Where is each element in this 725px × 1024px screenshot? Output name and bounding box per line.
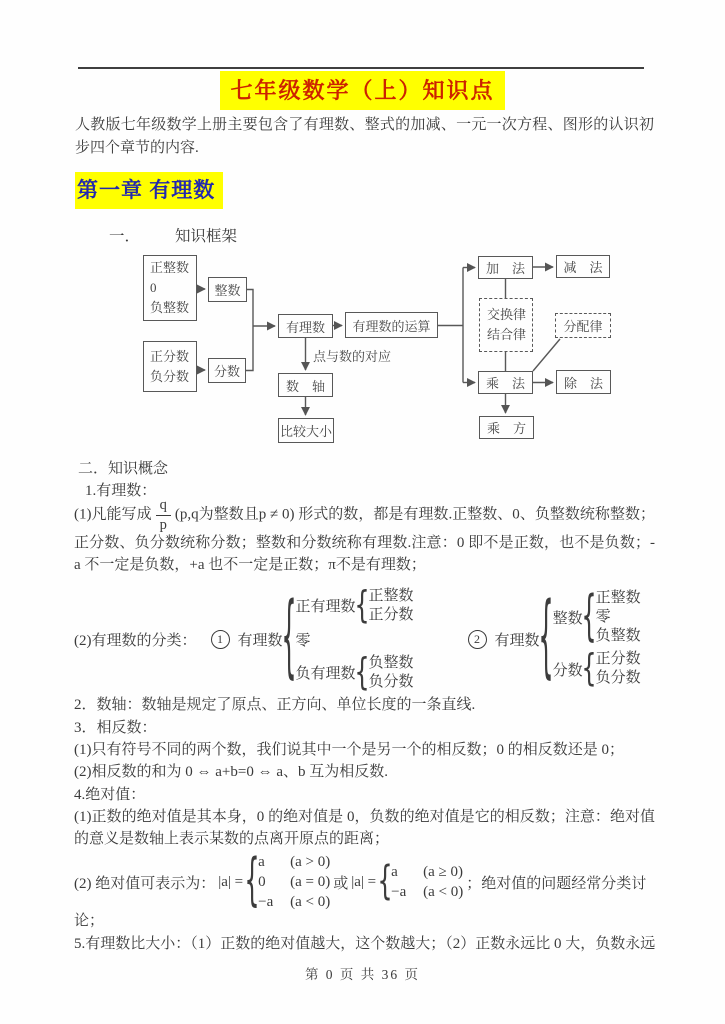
- value: a: [258, 854, 265, 870]
- node-fractions: 分数: [208, 358, 246, 383]
- node-line: 正整数: [150, 260, 190, 275]
- node-line: 0: [150, 280, 157, 295]
- node-addition: 加 法: [478, 256, 533, 279]
- section-two-heading: 二．知识概念: [78, 461, 169, 477]
- item: 负分数: [595, 670, 641, 686]
- item3-title: 3．相反数：: [74, 720, 157, 736]
- item: 正整数: [595, 590, 641, 606]
- cls1-group-zero: [296, 629, 414, 650]
- abs-row: [258, 872, 330, 892]
- group-label: 分数: [552, 662, 583, 679]
- abs-row: [258, 852, 330, 872]
- cls2-root: 有理数: [494, 632, 540, 649]
- group-label: 正有理数: [295, 599, 356, 615]
- classification-2: [462, 589, 641, 689]
- classification-block: [74, 588, 674, 690]
- abs-row: [391, 862, 463, 882]
- group-items: [369, 654, 414, 692]
- node-line: 结合律: [487, 327, 527, 342]
- abs-label: (2) 绝对值可表示为：: [74, 875, 216, 892]
- item4-title: 4.绝对值：: [74, 787, 146, 803]
- classification-1: [205, 586, 414, 693]
- item4-p1: (1)正数的绝对值是其本身，0 的绝对值是 0，负数的绝对值是它的相反数；注意：绝对值的意义是数轴上表示某数的点离开原点的距离；: [74, 809, 655, 847]
- item2-line: 2．数轴：数轴是规定了原点、正方向、单位长度的一条直线.: [74, 697, 476, 713]
- group-label: 负有理数: [295, 666, 356, 682]
- fraction-numerator: q: [159, 497, 167, 513]
- intro-paragraph: 人教版七年级数学上册主要包含了有理数、整式的加减、一元一次方程、图形的认识初步四个章节的内容.: [75, 117, 654, 156]
- cls2-group-integers: [553, 589, 641, 646]
- cls1-root: 有理数: [237, 632, 283, 649]
- item: 零: [595, 609, 611, 625]
- node-operations: 有理数的运算: [345, 312, 438, 338]
- absolute-value-formula-row: [74, 851, 646, 913]
- cls1-group-positive: [296, 586, 414, 626]
- edge-label-point-number: 点与数的对应: [313, 349, 392, 364]
- group-label: 零: [295, 632, 311, 649]
- section-one-heading: [109, 224, 237, 246]
- item: 负分数: [368, 673, 414, 690]
- brace-inner: [583, 589, 596, 646]
- node-line: 负分数: [150, 368, 190, 384]
- item1-title: 1.有理数：: [85, 483, 157, 499]
- cls2-groups: [553, 589, 641, 689]
- condition: (a < 0): [423, 884, 464, 900]
- brace-inner: [356, 653, 369, 693]
- node-integers: 整数: [208, 277, 247, 302]
- node-line: 负整数: [150, 300, 190, 315]
- chapter-heading-row: [75, 172, 223, 209]
- item: 负整数: [595, 628, 641, 644]
- abs2-lhs: |a| =: [351, 873, 377, 890]
- page-title: 七年级数学（上）知识点: [220, 71, 504, 110]
- group-items: [596, 650, 641, 688]
- node-subtraction: 减 法: [556, 255, 610, 278]
- fraction-q-over-p: [156, 498, 171, 532]
- abs2-rows: [391, 862, 463, 902]
- circled-2: 2: [468, 630, 487, 649]
- item1-paragraph: [74, 498, 655, 576]
- item1-text-post: (p,q为整数且p ≠ 0) 形式的数，都是有理数.正整数、0、负整数统称整数；正分数、负分数统称分数；整数和分数统称有理数.注意：0 即不是正数，也不是负数；-a 不一定是负数，+a 也不一定是正数；π不是有理数；: [74, 506, 655, 573]
- group-items: [369, 587, 414, 625]
- item: 负整数: [368, 654, 414, 671]
- brace-inner: [583, 649, 596, 689]
- condition: (a > 0): [290, 854, 331, 870]
- condition: (a < 0): [290, 894, 331, 910]
- title-row: [0, 71, 725, 110]
- item3-p1: (1)只有符号不同的两个数，我们说其中一个是另一个的相反数；0 的相反数还是 0；: [74, 742, 624, 758]
- item1-text-pre: (1)凡能写成: [74, 506, 152, 523]
- section-one-title: 知识框架: [175, 228, 238, 245]
- header-rule: [78, 67, 644, 69]
- condition: (a ≥ 0): [423, 864, 464, 880]
- circled-1: 1: [211, 630, 230, 649]
- abs-continuation: 论；: [74, 913, 105, 929]
- page-footer: 第 0 页 共 36 页: [304, 967, 421, 982]
- abs-row: [391, 882, 463, 902]
- brace-abs-1: [245, 851, 258, 913]
- item3-p2: (2)相反数的和为 0 ⇔ a+b=0 ⇔ a、b 互为相反数.: [74, 764, 388, 780]
- item: 正分数: [368, 606, 414, 623]
- abs1-lhs: |a| =: [218, 873, 244, 890]
- cls2-group-fractions: [553, 649, 641, 689]
- node-integer-members: [143, 255, 197, 321]
- group-label: 整数: [552, 611, 583, 627]
- node-power: 乘 方: [479, 416, 534, 439]
- brace-abs-2: [378, 860, 391, 904]
- node-line: 交换律: [487, 307, 527, 322]
- value: 0: [258, 874, 266, 890]
- abs-formula-1: [218, 851, 330, 913]
- chapter-heading: 第一章 有理数: [75, 172, 223, 209]
- brace-outer-1: [283, 586, 296, 693]
- item5-line: 5.有理数比大小：（1）正数的绝对值越大，这个数越大；（2）正数永远比 0 大，负数永远: [74, 936, 656, 952]
- item: 正分数: [595, 651, 641, 667]
- node-compare: 比较大小: [278, 418, 334, 443]
- item: 正整数: [368, 587, 414, 604]
- value: −a: [258, 894, 274, 910]
- abs-formula-2: [351, 860, 463, 904]
- node-rational: 有理数: [278, 314, 333, 338]
- condition: (a = 0): [290, 874, 331, 890]
- value: −a: [391, 884, 407, 900]
- node-distributive: 分配律: [555, 313, 611, 338]
- abs-row: [258, 892, 330, 912]
- cls1-group-negative: [296, 653, 414, 693]
- node-laws: [479, 298, 533, 352]
- group-items: [596, 589, 641, 646]
- fraction-denominator: p: [156, 515, 171, 533]
- abs-tail-text: ；绝对值的问题经常分类讨: [466, 875, 647, 892]
- node-number-axis: 数 轴: [278, 373, 333, 397]
- section-one-number: 一．: [109, 228, 141, 245]
- brace-outer-2: [540, 589, 553, 689]
- node-line: 正分数: [150, 348, 190, 364]
- value: a: [391, 864, 398, 880]
- node-fraction-members: [143, 341, 197, 392]
- or-word: 或: [333, 875, 349, 892]
- node-multiplication: 乘 法: [478, 371, 533, 394]
- knowledge-framework-flowchart: [0, 250, 725, 450]
- node-division: 除 法: [556, 370, 611, 394]
- cls1-groups: [296, 586, 414, 693]
- classification-label: (2)有理数的分类：: [74, 632, 197, 649]
- abs1-rows: [258, 852, 330, 912]
- brace-inner: [356, 586, 369, 626]
